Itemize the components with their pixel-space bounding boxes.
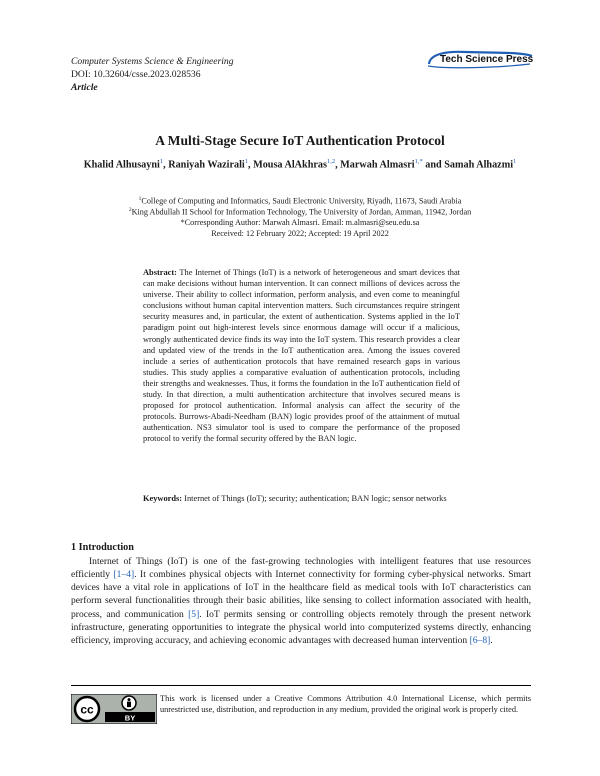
author-name: Raniyah Wazirali: [168, 159, 245, 171]
paper-title: A Multi-Stage Secure IoT Authentication Protocol: [155, 133, 445, 148]
creative-commons-icon: [71, 694, 157, 724]
paragraph-text: . It combines physical objects with Internet connectivity for forming cyber-physical networks. Smart devices have a vital role in applications of IoT in the healthcare field as medical tools with IoT characteristics can perform several functionalities through their basic abilities, like sensing to collect information associated with health, process, and communication: [71, 569, 531, 620]
paragraph-text: Internet of Things (IoT) is one of the fast-growing technologies with intelligent features that use resources efficiently: [71, 556, 531, 581]
paragraph-text: . IoT permits sensing or controlling objects remotely through the present network infrastructure, generating opportunities to integrate the physical world into computerized systems directly, enhancing efficiency, improving accuracy, and achieving economic advantages with decreased human intervention: [71, 608, 531, 646]
affiliation: [0, 207, 600, 217]
abstract-text: The Internet of Things (IoT) is a network of heterogeneous and smart devices that can make decisions without human intervention. It can connect millions of devices across the universe. Their ability to collect information, perform analysis, and even come to meaningful conclusions without human capital intervention matters. Such circumstances require stringent security measures and, in particular, the extent of authentication. Systems applied in the IoT paradigm point out high-interest levels since enormous damage will occur if a malicious, wrongly authenticated device finds its way into the IoT system. This research provides a clear and updated view of the trends in the IoT authentication area. Among the issues covered include a series of authentication protocols that have remained research gaps in various studies. This study applies a comparative evaluation of authentication protocols, including their strengths and weaknesses. Thus, it forms the foundation in the IoT authentication field of study. In that direction, a multi authentication architecture that involves secured means is proposed for protocol authentication. Informal analysis can affect the security of the protocols. Burrows-Abadi-Needham (BAN) logic provides proof of the attainment of mutual authentication. NS3 simulator tool is used to compare the performance of the proposed protocol to verify the formal security offered by the BAN logic.: [143, 268, 460, 444]
publisher-logo: [426, 50, 534, 70]
article-type: Article: [71, 82, 98, 93]
publisher-name: Tech Science Press: [440, 54, 534, 65]
journal-name: Computer Systems Science & Engineering: [71, 56, 234, 67]
author-marks[interactable]: 1,2: [326, 158, 336, 165]
author-marks[interactable]: 1: [513, 158, 517, 165]
author-marks[interactable]: 1: [244, 158, 248, 165]
author-list: Khalid Alhusayni$^1$, Raniyah Wazirali$^1$, Mousa AlAkhras$^{1,2}$, Marwah Almasri$^{1,*}$ and Samah Alhazmi$^1$: [83, 158, 517, 171]
abstract-label: Abstract:: [143, 268, 177, 277]
keywords: [143, 493, 460, 504]
affiliation: [0, 196, 600, 206]
keywords-label: Keywords:: [143, 494, 183, 503]
affiliation-text: College of Computing and Informatics, Saudi Electronic University, Riyadh, 11673, Saudi Arabia: [141, 196, 462, 206]
keywords-text: Internet of Things (IoT); security; authentication; BAN logic; sensor networks: [184, 494, 447, 503]
received-accepted-dates: Received: 12 February 2022; Accepted: 19 April 2022: [211, 229, 389, 238]
author-name: Khalid Alhusayni: [83, 159, 160, 171]
affiliation-text: King Abdullah II School for Information Technology, The University of Jordan, Amman, 11942, Jordan: [131, 207, 472, 217]
affiliation-mark: 2: [128, 207, 132, 213]
cc-by-license-badge[interactable]: [71, 694, 157, 724]
license-divider: [71, 685, 531, 686]
license-text: This work is licensed under a Creative Commons Attribution 4.0 International License, which permits unrestricted use, distribution, and reproduction in any medium, provided the original work is properly cited.: [160, 694, 531, 714]
author-name: Mousa AlAkhras: [253, 159, 327, 171]
by-text: BY: [124, 713, 136, 723]
paragraph-text: .: [490, 634, 493, 646]
author-marks[interactable]: 1,*: [414, 158, 423, 165]
section-heading: 1 Introduction: [71, 542, 134, 553]
citation-link[interactable]: [6–8]: [469, 634, 491, 646]
citation-link[interactable]: [5]: [188, 608, 200, 620]
author-marks[interactable]: 1: [159, 158, 164, 165]
author-name: Samah Alhazmi: [444, 159, 514, 171]
doi[interactable]: DOI: 10.32604/csse.2023.028536: [71, 69, 201, 80]
affiliation-mark: 1: [138, 196, 142, 202]
citation-link[interactable]: [1–4]: [113, 569, 135, 581]
cc-text: cc: [80, 702, 94, 717]
abstract: [143, 267, 460, 445]
corresponding-author: *Corresponding Author: Marwah Almasri. Email: m.almasri@seu.edu.sa: [180, 218, 420, 227]
introduction-paragraph: [71, 555, 531, 647]
author-name: Marwah Almasri: [340, 159, 415, 171]
